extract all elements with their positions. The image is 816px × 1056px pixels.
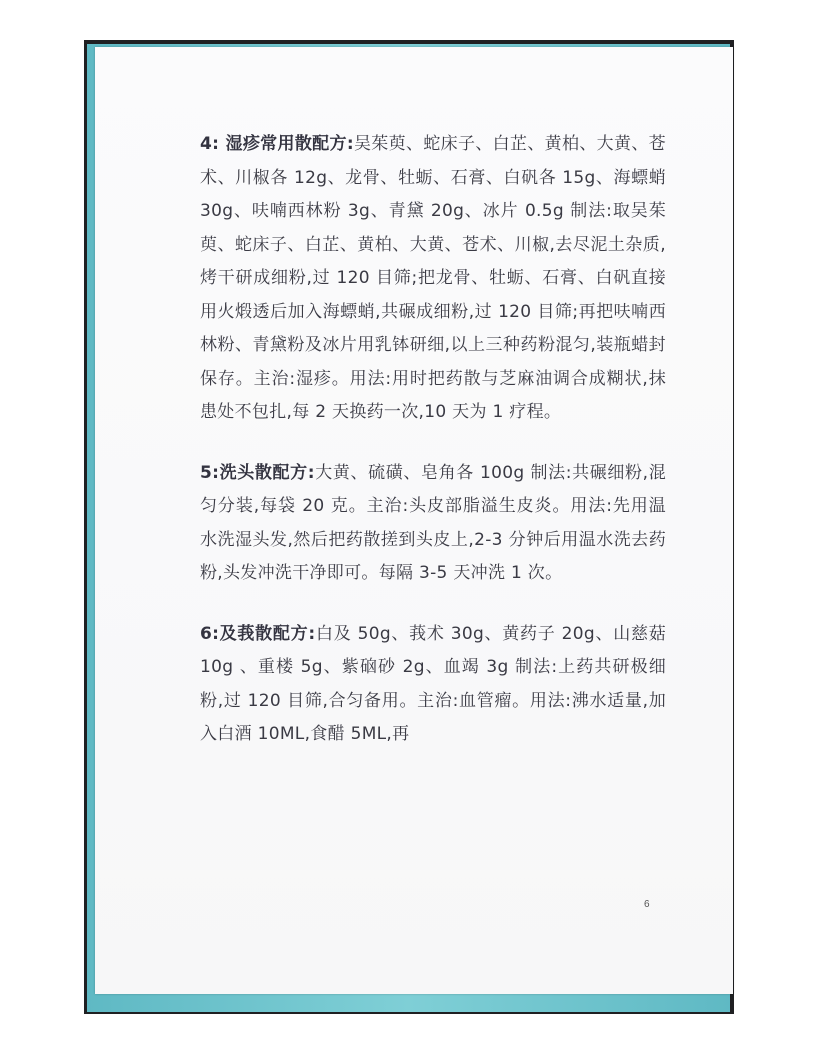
recipe-heading: 5:洗头散配方: — [200, 462, 315, 483]
page-number: 6 — [644, 899, 650, 910]
recipe-text: 白及 50g、莪术 30g、黄药子 20g、山慈菇 10g 、重楼 5g、紫硇砂 2g、血竭 3g 制法:上药共研极细粉,过 120 目筛,合匀备用。主治:血管瘤。用法:沸水适量,加入白酒 10ML,食醋 5ML,再 — [200, 623, 666, 744]
document-body — [200, 128, 666, 779]
recipe-paragraph — [200, 618, 666, 752]
recipe-paragraph — [200, 457, 666, 591]
recipe-text: 大黄、硫磺、皂角各 100g 制法:共碾细粉,混匀分装,每袋 20 克。主治:头皮部脂溢生皮炎。用法:先用温水洗湿头发,然后把药散搓到头皮上,2-3 分钟后用温水洗去药粉,头发冲洗干净即可。每隔 3-5 天冲洗 1 次。 — [200, 462, 666, 583]
recipe-section-5 — [200, 457, 666, 591]
recipe-heading: 4: 湿疹常用散配方: — [200, 134, 354, 154]
recipe-section-6 — [200, 618, 666, 752]
recipe-section-4 — [200, 128, 666, 430]
recipe-paragraph — [200, 128, 666, 430]
recipe-heading: 6:及莪散配方: — [200, 623, 316, 644]
recipe-text: 吴茱萸、蛇床子、白芷、黄柏、大黄、苍术、川椒各 12g、龙骨、牡蛎、石膏、白矾各 15g、海螵蛸 30g、呋喃西林粉 3g、青黛 20g、冰片 0.5g 制法:取吴茱萸、蛇床子、白芷、黄柏、大黄、苍术、川椒,去尽泥土杂质,烤干研成细粉,过 120 目筛;把龙骨、牡蛎、石膏、白矾直接用火煅透后加入海螵蛸,共碾成细粉,过 120 目筛;再把呋喃西林粉、青黛粉及冰片用乳钵研细,以上三种药粉混匀,装瓶蜡封保存。主治:湿疹。用法:用时把药散与芝麻油调合成糊状,抹患处不包扎,每 2 天换药一次,10 天为 1 疗程。 — [200, 134, 666, 422]
